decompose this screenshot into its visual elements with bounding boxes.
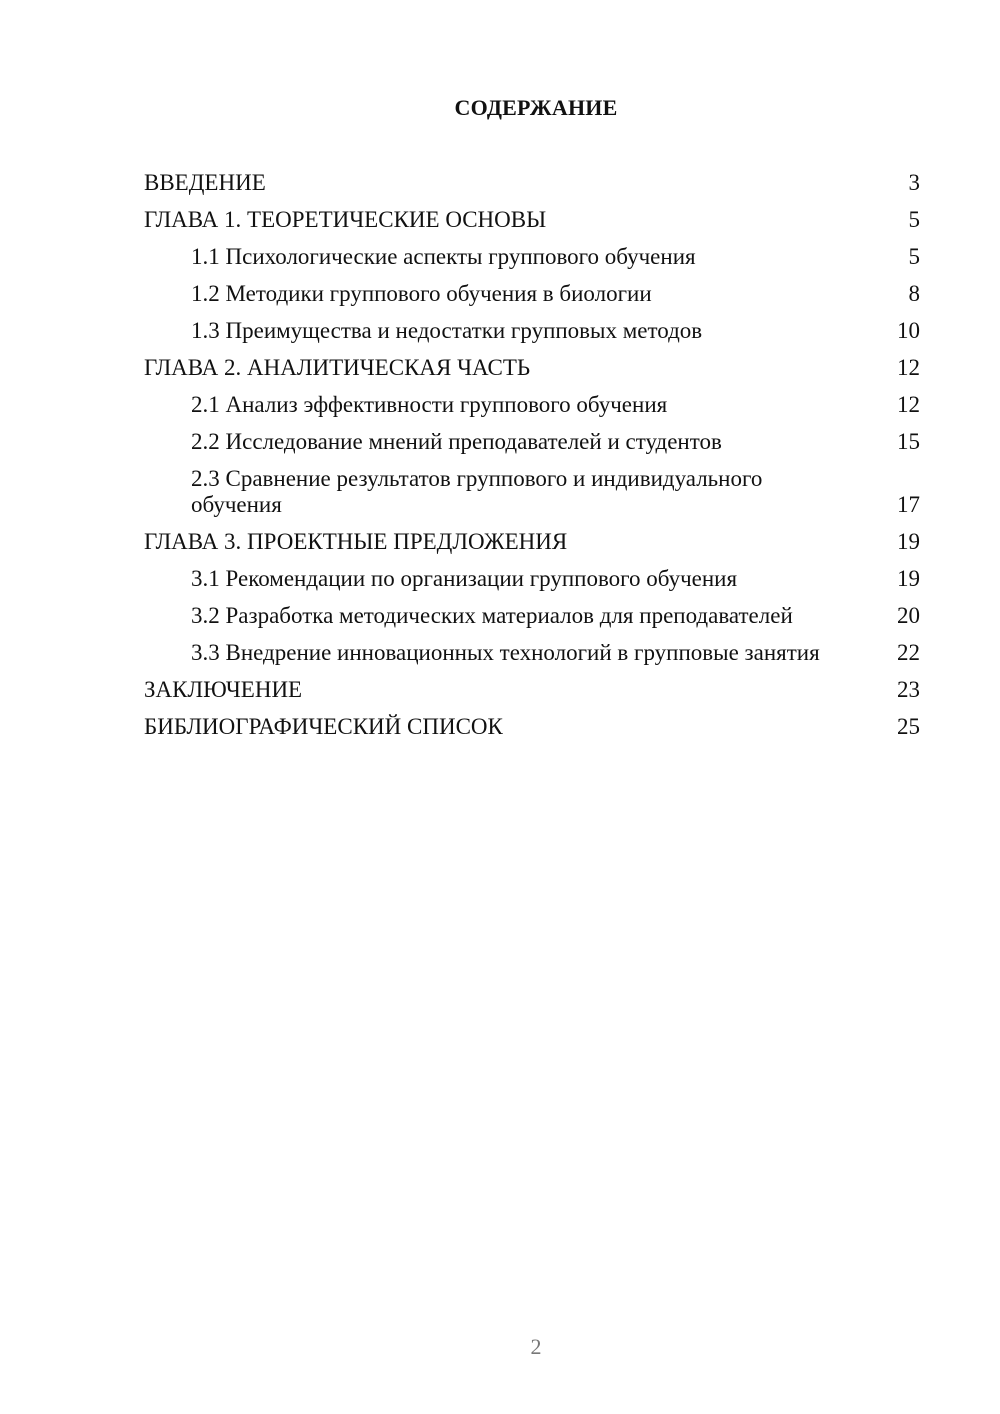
- toc-entry-page: 22: [897, 640, 920, 665]
- toc-entry-page: 15: [897, 429, 920, 454]
- toc-entry-text: 1.2 Методики группового обучения в биологии: [191, 281, 652, 306]
- toc-entry-section-1-1[interactable]: [144, 244, 920, 270]
- toc-entry-section-2-3[interactable]: [144, 466, 920, 518]
- toc-entry-chapter-3[interactable]: [144, 529, 920, 555]
- toc-entry-text: 2.1 Анализ эффективности группового обучения: [191, 392, 668, 417]
- toc-entry-page: 5: [908, 244, 920, 269]
- toc-entry-page: 19: [897, 529, 920, 554]
- toc-entry-page: 12: [897, 392, 920, 417]
- page-number: 2: [530, 1334, 542, 1359]
- toc-entry-section-3-2[interactable]: [144, 603, 920, 629]
- toc-entry-page: 20: [897, 603, 920, 628]
- toc-entry-page: 25: [897, 714, 920, 739]
- toc-entry-page: 17: [897, 492, 920, 517]
- toc-entry-text: ГЛАВА 2. АНАЛИТИЧЕСКАЯ ЧАСТЬ: [144, 355, 531, 380]
- toc-entry-page: 10: [897, 318, 920, 343]
- toc-entry-text: БИБЛИОГРАФИЧЕСКИЙ СПИСОК: [144, 714, 503, 739]
- toc-entry-page: 5: [908, 207, 920, 232]
- toc-entry-text: ГЛАВА 1. ТЕОРЕТИЧЕСКИЕ ОСНОВЫ: [144, 207, 547, 232]
- table-of-contents: [144, 170, 920, 751]
- toc-title: СОДЕРЖАНИЕ: [454, 95, 618, 120]
- toc-entry-text: ВВЕДЕНИЕ: [144, 170, 266, 195]
- toc-entry-conclusion[interactable]: [144, 677, 920, 703]
- toc-entry-section-1-3[interactable]: [144, 318, 920, 344]
- toc-entry-page: 19: [897, 566, 920, 591]
- toc-entry-text: 1.1 Психологические аспекты группового обучения: [191, 244, 696, 269]
- toc-entry-section-3-3[interactable]: [144, 640, 920, 666]
- toc-entry-page: 8: [908, 281, 920, 306]
- toc-entry-page: 3: [908, 170, 920, 195]
- toc-entry-section-3-1[interactable]: [144, 566, 920, 592]
- toc-entry-text: 2.3 Сравнение результатов группового и индивидуального обучения: [191, 466, 763, 517]
- toc-entry-text: 2.2 Исследование мнений преподавателей и студентов: [191, 429, 722, 454]
- toc-entry-text: 3.3 Внедрение инновационных технологий в групповые занятия: [191, 640, 820, 665]
- toc-entry-text: ЗАКЛЮЧЕНИЕ: [144, 677, 303, 702]
- toc-entry-page: 12: [897, 355, 920, 380]
- toc-entry-section-2-1[interactable]: [144, 392, 920, 418]
- toc-entry-section-1-2[interactable]: [144, 281, 920, 307]
- toc-entry-page: 23: [897, 677, 920, 702]
- toc-entry-introduction[interactable]: [144, 170, 920, 196]
- toc-entry-chapter-1[interactable]: [144, 207, 920, 233]
- toc-entry-chapter-2[interactable]: [144, 355, 920, 381]
- toc-entry-text: 3.2 Разработка методических материалов для преподавателей: [191, 603, 793, 628]
- toc-entry-text: ГЛАВА 3. ПРОЕКТНЫЕ ПРЕДЛОЖЕНИЯ: [144, 529, 568, 554]
- toc-entry-bibliography[interactable]: [144, 714, 920, 740]
- toc-entry-text: 1.3 Преимущества и недостатки групповых методов: [191, 318, 703, 343]
- toc-entry-section-2-2[interactable]: [144, 429, 920, 455]
- toc-entry-text: 3.1 Рекомендации по организации группового обучения: [191, 566, 738, 591]
